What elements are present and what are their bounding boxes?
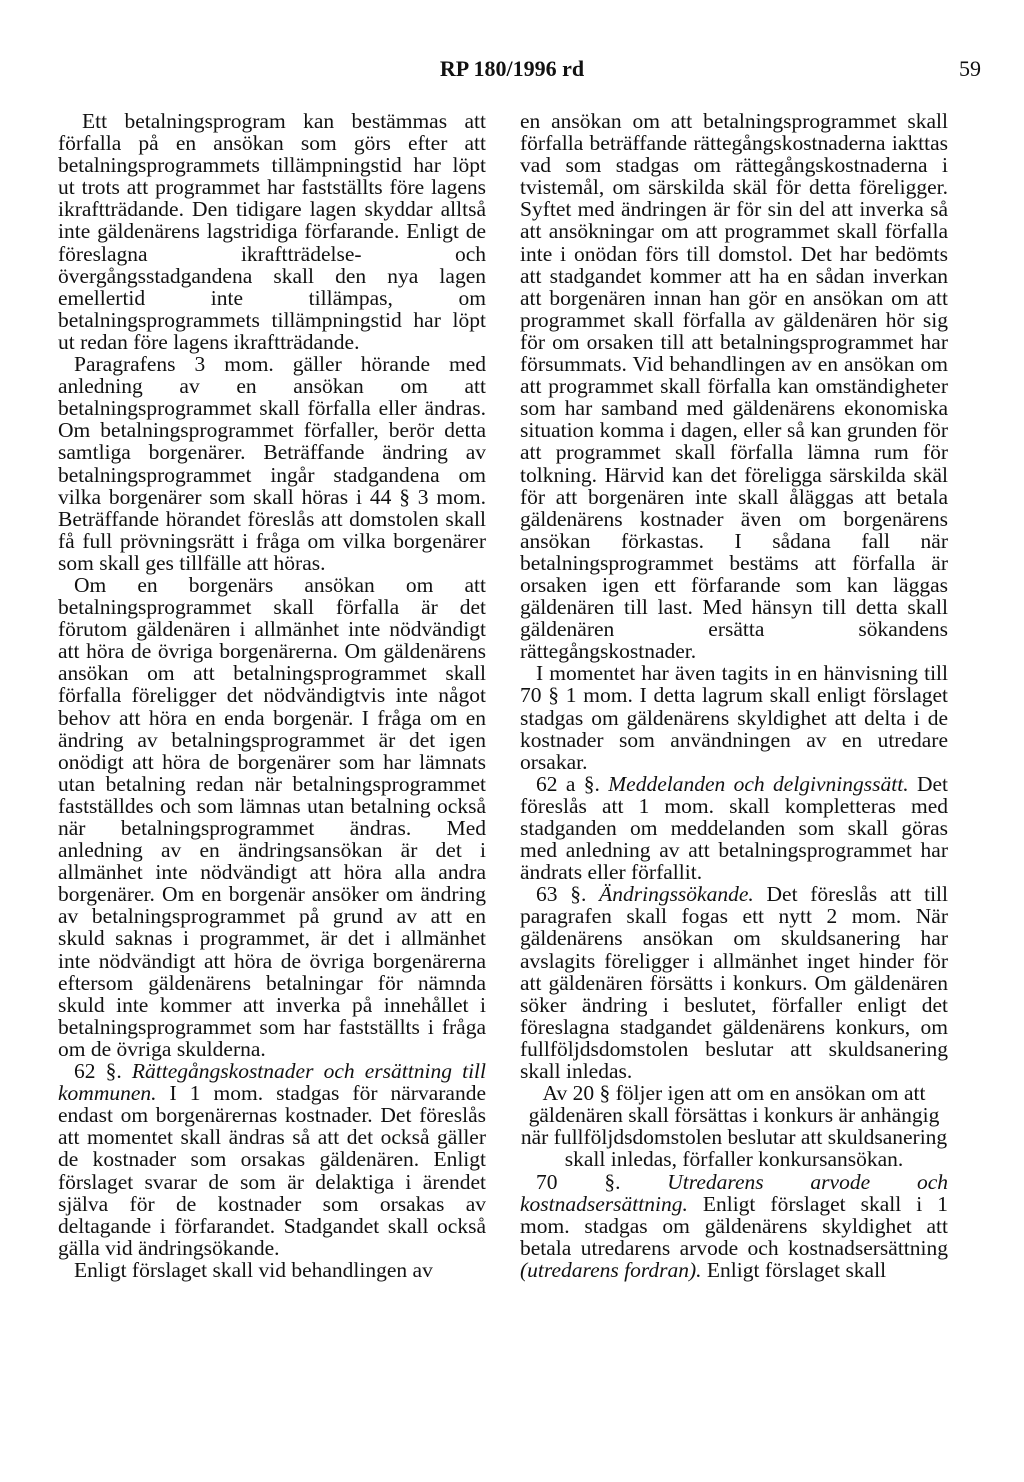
section-number: 63 §.: [536, 882, 600, 907]
section-62-paragraph: [58, 1060, 486, 1259]
paragraph: Om en borgenärs ansökan om att betalningsprogrammet skall förfalla är det förutom gäldenären i allmänhet inte nödvändigt att höra de övriga borgenärerna. Om gäldenärens ansökan om att betalningsprogrammet skall förfalla föreligger det nödvändigtvis inte något behov att höra en enda borgenär. I fråga om en ändring av betalningsprogrammet är det igen onödigt att höra de borgenärer som har lämnats utan betalning redan när betalningsprogrammet fastställdes och som lämnas utan betalning också när betalningsprogrammet ändras. Med anledning av en ändringsansökan är det i allmänhet inte nödvändigt att höra alla andra borgenärer. Om en borgenär ansöker om ändring av betalningsprogrammet på grund av att en skuld saknas i programmet, är det i allmänhet inte nödvändigt att höra de övriga borgenärerna eftersom gäldenärens betalningar för nämnda skuld inte kommer att inverka på innehållet i betalningsprogrammet som har fastställts i fråga om de övriga skulderna.: [58, 572, 486, 1061]
paragraph: Av 20 § följer igen att om en ansökan om att gäldenären skall försättas i konkurs är anhängig när fullföljdsdomstolen beslutar att skuldsanering skall inledas, förfaller konkursansökan.: [520, 1081, 948, 1172]
section-number: 70 §.: [536, 1169, 668, 1194]
section-body: Det föreslås att 1 mom. skall kompletteras med stadganden om meddelanden som skall göras med anledning av att betalningsprogrammet har ändrats eller förfallit.: [520, 771, 948, 885]
section-heading: Rättegångskostnader och ersättning till kommunen.: [58, 1059, 486, 1106]
section-body-tail: Enligt förslaget skall: [701, 1257, 887, 1282]
section-body: I 1 mom. stadgas för närvarande endast om borgenärernas kostnader. Det föreslås att momentet skall ändras så att det också gäller de kostnader som orsakas gäldenären. Enligt förslaget svarar de som är delaktiga i ärendet själva för de kostnader som orsakas av deltagande i förfarandet. Stadgandet skall också gälla vid ändringsökande.: [58, 1081, 486, 1260]
paragraph: Enligt förslaget skall vid behandlingen av: [74, 1257, 433, 1282]
section-heading: Ändringssökande.: [599, 882, 754, 907]
left-column: [58, 110, 486, 1281]
right-column: [520, 110, 948, 1281]
page-header-title: RP 180/1996 rd: [439, 56, 585, 81]
paragraph: I momentet har även tagits in en hänvisning till 70 § 1 mom. I detta lagrum skall enligt förslaget stadgas om gäldenärens skyldighet att delta i de kostnader som användningen av en utredare orsakar.: [520, 661, 948, 774]
section-number: 62 a §.: [536, 771, 609, 796]
section-heading: Utredarens arvode och kostnadsersättning.: [520, 1169, 948, 1216]
paragraph: en ansökan om att betalningsprogrammet skall förfalla beträffande rättegångskostnaderna iakttas vad som stadgas om rättegångskostnaderna i tvistemål, om särskilda skäl för detta föreligger. Syftet med ändringen är för sin del att inverka så att ansökningar om att programmet skall förfalla inte i onödan förs till domstol. Det har bedömts att stadgandet kommer att ha en sådan inverkan att borgenären innan han gör en ansökan om att programmet skall förfalla av gäldenären hör sig för om orsaken till att betalningsprogrammet har försummats. Vid behandlingen av en ansökan om att programmet skall förfalla kan omständigheter som har samband med gäldenärens ekonomiska situation komma i dagen, eller så kan grunden för att programmet skall förfalla lämna rum för tolkning. Härvid kan det föreligga särskilda skäl för att borgenären inte skall åläggas att betala gäldenärens kostnader även om borgenärens ansökan förkastas. I sådana fall när betalningsprogrammet bestäms att förfalla är orsaken igen ett förfarande som kan läggas gäldenären till last. Med hänsyn till detta skall gäldenären ersätta sökandens rättegångskostnader.: [520, 109, 948, 664]
section-heading: Meddelanden och delgivningssätt.: [608, 771, 909, 796]
paragraph: Ett betalningsprogram kan bestämmas att förfalla på en ansökan som görs efter att betalningsprogrammets tillämpningstid har löpt ut trots att programmet har fastställts före lagens ikraftträdande. Den tidigare lagen skyddar alltså inte gäldenärens lagstridiga förfarande. Enligt de föreslagna ikraftträdelse- och övergångsstadgandena skall den nya lagen emellertid inte tillämpas, om betalningsprogrammets tillämpningstid har löpt ut redan före lagens ikraftträdande.: [58, 109, 486, 354]
section-70-paragraph: [520, 1171, 948, 1281]
section-number: 62 §.: [74, 1059, 132, 1084]
paragraph: Paragrafens 3 mom. gäller hörande med anledning av en ansökan om att betalningsprogrammet skall förfalla eller ändras. Om betalningsprogrammet förfaller, berör detta samtliga borgenärer. Beträffande ändring av betalningsprogrammet ingår stadgandena om vilka borgenärer som skall höras i 44 § 3 mom. Beträffande hörandet föreslås att domstolen skall få full prövningsrätt i fråga om vilka borgenärer som skall ges tillfälle att höras.: [58, 352, 486, 575]
section-body: Det föreslås att till paragrafen skall fogas ett nytt 2 mom. När gäldenärens ansökan om skuldsanering har avslagits föreligger i allmänhet inget hinder för att gäldenären försätts i konkurs. Om gäldenären söker ändring i beslutet, förfaller enligt det föreslagna stadgandet gäldenärens konkurs, om fullföljdsdomstolen beslutar att skuldsanering skall inledas.: [520, 882, 948, 1084]
section-body: Enligt förslaget skall i 1 mom. stadgas om gäldenärens skyldighet att betala utredarens arvode och kostnadsersättning: [520, 1191, 948, 1260]
section-63-paragraph: [520, 883, 948, 1082]
page-number: 59: [959, 56, 981, 81]
section-62a-paragraph: [520, 773, 948, 883]
defined-term: (utredarens fordran).: [520, 1257, 702, 1282]
